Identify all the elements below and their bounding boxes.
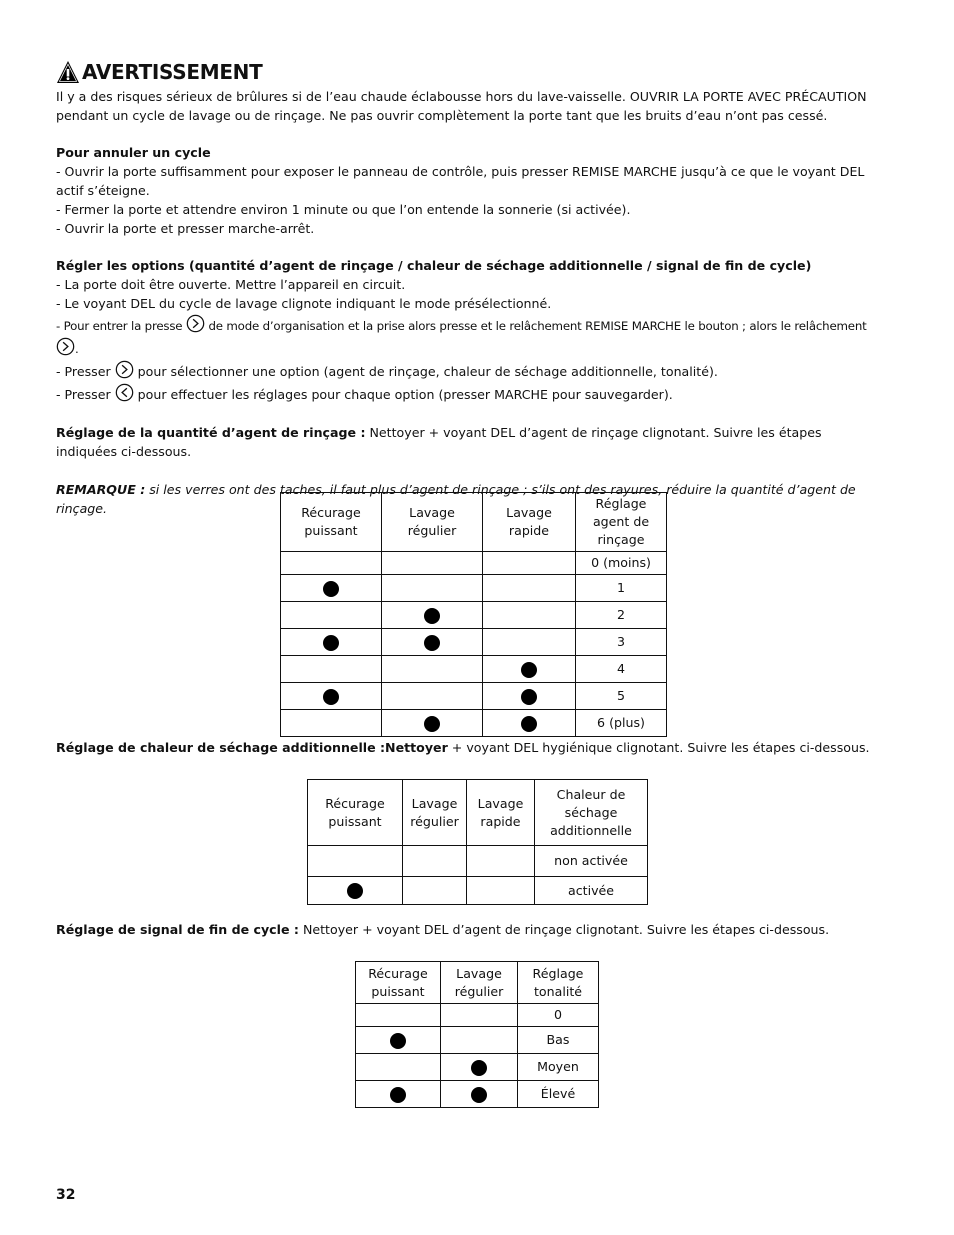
cancel-line-3: - Ouvrir la porte et presser marche-arrêt. <box>56 220 315 236</box>
indicator-cell <box>356 1004 441 1027</box>
setting-value: 2 <box>576 602 667 629</box>
end-signal-table <box>355 961 599 1108</box>
arrow-right-button-icon <box>186 314 205 333</box>
cancel-line-1: - Ouvrir la porte suffisamment pour exposer le panneau de contrôle, puis presser REMISE MARCHE jusqu’à ce que le voyant DEL actif s’éteigne. <box>56 164 865 198</box>
led-dot-icon <box>424 635 440 651</box>
indicator-cell <box>441 1027 518 1054</box>
table-row <box>281 575 667 602</box>
led-dot-icon <box>471 1087 487 1103</box>
setting-value: 4 <box>576 656 667 683</box>
led-dot-icon <box>424 608 440 624</box>
options-heading: Régler les options (quantité d’agent de rinçage / chaleur de séchage additionnelle / signal de fin de cycle) <box>56 258 812 274</box>
setting-value: 1 <box>576 575 667 602</box>
arrow-right-button-icon <box>115 360 134 379</box>
indicator-cell <box>441 1004 518 1027</box>
indicator-cell <box>308 877 403 905</box>
led-dot-icon <box>521 662 537 678</box>
table-row <box>308 877 648 905</box>
options-line-3: - Pour entrer la presse de mode d’organisation et la prise alors presse et le relâchement REMISE MARCHE le bouton ; alors le relâchement . <box>56 314 886 360</box>
setting-value: activée <box>535 877 648 905</box>
indicator-cell <box>382 552 483 575</box>
indicator-cell <box>382 683 483 710</box>
rinse-note: REMARQUE : si les verres ont des taches, il faut plus d’agent de rinçage ; s’ils ont des rayures, réduire la quantité d’agent de rinçage. <box>56 481 856 516</box>
indicator-cell <box>382 656 483 683</box>
indicator-cell <box>441 1081 518 1108</box>
led-dot-icon <box>390 1033 406 1049</box>
table-row <box>281 552 667 575</box>
indicator-cell <box>281 575 382 602</box>
setting-value: 3 <box>576 629 667 656</box>
setting-value: 0 <box>518 1004 599 1027</box>
rinse-agent-table <box>280 492 667 737</box>
setting-value: Moyen <box>518 1054 599 1081</box>
indicator-cell <box>483 656 576 683</box>
led-dot-icon <box>521 716 537 732</box>
setting-value: 6 (plus) <box>576 710 667 737</box>
indicator-cell <box>281 656 382 683</box>
table-header: Réglage tonalité <box>518 962 599 1004</box>
indicator-cell <box>403 846 467 877</box>
setting-value: 0 (moins) <box>576 552 667 575</box>
led-dot-icon <box>323 581 339 597</box>
warning-title: AVERTISSEMENT <box>82 60 263 84</box>
options-line-5: - Presser pour effectuer les réglages pour chaque option (presser MARCHE pour sauvegarder). <box>56 383 886 406</box>
table-row <box>356 1081 599 1108</box>
table-row <box>356 1027 599 1054</box>
cancel-line-2: - Fermer la porte et attendre environ 1 minute ou que l’on entende la sonnerie (si activée). <box>56 201 631 217</box>
table-header: Récurage puissant <box>308 780 403 846</box>
table-header: Réglage agent de rinçage <box>576 493 667 552</box>
indicator-cell <box>382 575 483 602</box>
indicator-cell <box>281 552 382 575</box>
indicator-cell <box>382 602 483 629</box>
led-dot-icon <box>323 635 339 651</box>
indicator-cell <box>483 683 576 710</box>
arrow-left-button-icon <box>115 383 134 402</box>
indicator-cell <box>467 846 535 877</box>
led-dot-icon <box>521 689 537 705</box>
table-header: Chaleur de séchage additionnelle <box>535 780 648 846</box>
table-header: Lavage régulier <box>441 962 518 1004</box>
indicator-cell <box>483 710 576 737</box>
options-line-4: - Presser pour sélectionner une option (agent de rinçage, chaleur de séchage additionnelle, tonalité). <box>56 360 886 383</box>
warning-text: Il y a des risques sérieux de brûlures si de l’eau chaude éclabousse hors du lave-vaisselle. OUVRIR LA PORTE AVEC PRÉCAUTION pendant un cycle de lavage ou de rinçage. Ne pas ouvrir complètement la porte tant que les bruits d’eau n’ont pas cessé. <box>56 89 867 123</box>
indicator-cell <box>483 552 576 575</box>
page-content <box>56 60 886 518</box>
options-line-1: - La porte doit être ouverte. Mettre l’appareil en circuit. <box>56 276 406 292</box>
table-row <box>308 846 648 877</box>
indicator-cell <box>382 710 483 737</box>
table-header: Lavage rapide <box>483 493 576 552</box>
indicator-cell <box>281 602 382 629</box>
led-dot-icon <box>424 716 440 732</box>
indicator-cell <box>483 602 576 629</box>
table-row <box>281 602 667 629</box>
indicator-cell <box>356 1081 441 1108</box>
heat-paragraph: Réglage de chaleur de séchage additionnelle :Nettoyer + voyant DEL hygiénique clignotant. Suivre les étapes ci-dessous. <box>56 740 870 755</box>
setting-value: non activée <box>535 846 648 877</box>
rinse-paragraph: Réglage de la quantité d’agent de rinçage : Nettoyer + voyant DEL d’agent de rinçage clignotant. Suivre les étapes indiquées ci-dessous. <box>56 425 822 460</box>
indicator-cell <box>356 1027 441 1054</box>
led-dot-icon <box>390 1087 406 1103</box>
indicator-cell <box>441 1054 518 1081</box>
indicator-cell <box>483 629 576 656</box>
table-header: Lavage régulier <box>382 493 483 552</box>
led-dot-icon <box>323 689 339 705</box>
indicator-cell <box>308 846 403 877</box>
table-row <box>281 710 667 737</box>
indicator-cell <box>467 877 535 905</box>
indicator-cell <box>382 629 483 656</box>
table-row <box>356 1054 599 1081</box>
indicator-cell <box>281 683 382 710</box>
options-line-2: - Le voyant DEL du cycle de lavage clignote indiquant le mode présélectionné. <box>56 295 552 311</box>
warning-header <box>56 60 886 84</box>
indicator-cell <box>403 877 467 905</box>
arrow-right-button-icon <box>56 337 75 356</box>
table-header: Lavage régulier <box>403 780 467 846</box>
table-row <box>281 683 667 710</box>
indicator-cell <box>356 1054 441 1081</box>
table-row <box>281 656 667 683</box>
table-row <box>356 1004 599 1027</box>
warning-icon <box>56 60 80 84</box>
led-dot-icon <box>347 883 363 899</box>
cancel-heading: Pour annuler un cycle <box>56 145 211 161</box>
setting-value: Bas <box>518 1027 599 1054</box>
table-header: Récurage puissant <box>356 962 441 1004</box>
indicator-cell <box>281 629 382 656</box>
setting-value: 5 <box>576 683 667 710</box>
setting-value: Élevé <box>518 1081 599 1108</box>
indicator-cell <box>483 575 576 602</box>
signal-paragraph: Réglage de signal de fin de cycle : Nettoyer + voyant DEL d’agent de rinçage clignotant. Suivre les étapes ci-dessous. <box>56 922 830 937</box>
indicator-cell <box>281 710 382 737</box>
table-header: Lavage rapide <box>467 780 535 846</box>
table-row <box>281 629 667 656</box>
table-header: Récurage puissant <box>281 493 382 552</box>
led-dot-icon <box>471 1060 487 1076</box>
page-number: 32 <box>56 1187 76 1203</box>
drying-heat-table <box>307 779 648 905</box>
